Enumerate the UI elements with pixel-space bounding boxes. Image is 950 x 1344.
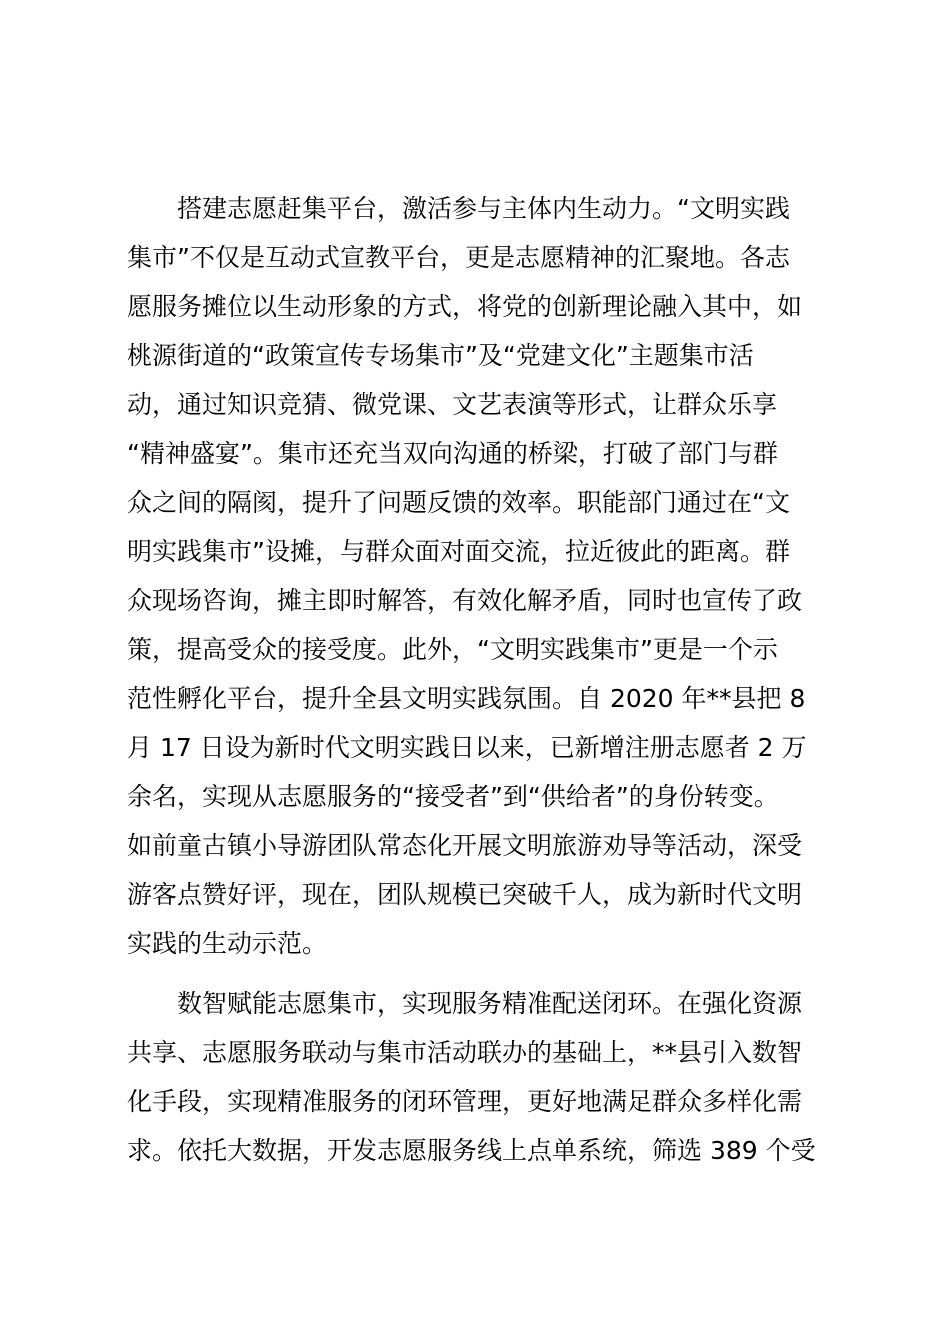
paragraph-line: 桃源街道的“政策宣传专场集市”及“党建文化”主题集市活 bbox=[127, 341, 754, 370]
paragraph-line: 游客点赞好评，现在，团队规模已突破千人，成为新时代文明 bbox=[127, 880, 803, 909]
paragraph-line: 实践的生动示范。 bbox=[127, 929, 328, 958]
paragraph-line: 动，通过知识竞猜、微党课、文艺表演等形式，让群众乐享 bbox=[127, 390, 778, 419]
paragraph-line: “精神盛宴”。集市还充当双向沟通的桥梁，打破了部门与群 bbox=[127, 439, 778, 468]
paragraph-line: 化手段，实现精准服务的闭环管理，更好地满足群众多样化需 bbox=[127, 1087, 803, 1116]
paragraph-line: 众现场咨询，摊主即时解答，有效化解矛盾，同时也宣传了政 bbox=[127, 586, 803, 615]
paragraph-line: 如前童古镇小导游团队常态化开展文明旅游劝导等活动，深受 bbox=[127, 831, 803, 860]
paragraph-line: 余名，实现从志愿服务的“接受者”到“供给者”的身份转变。 bbox=[127, 782, 779, 811]
paragraph-line: 集市”不仅是互动式宣教平台，更是志愿精神的汇聚地。各志 bbox=[127, 243, 790, 272]
paragraph-gap bbox=[127, 968, 835, 979]
paragraph-line: 求。依托大数据，开发志愿服务线上点单系统，筛选 389 个受 bbox=[127, 1136, 816, 1165]
paragraph-line: 数智赋能志愿集市，实现服务精准配送闭环。在强化资源 bbox=[127, 989, 803, 1018]
paragraph-line: 策，提高受众的接受度。此外，“文明实践集市”更是一个示 bbox=[127, 635, 778, 664]
paragraph-line: 众之间的隔阂，提升了问题反馈的效率。职能部门通过在“文 bbox=[127, 488, 790, 517]
paragraph-line: 明实践集市”设摊，与群众面对面交流，拉近彼此的距离。群 bbox=[127, 537, 790, 566]
paragraph-line: 月 17 日设为新时代文明实践日以来，已新增注册志愿者 2 万 bbox=[127, 733, 807, 762]
paragraph-line: 愿服务摊位以生动形象的方式，将党的创新理论融入其中，如 bbox=[127, 292, 803, 321]
paragraph-line: 搭建志愿赶集平台，激活参与主体内生动力。“文明实践 bbox=[127, 194, 790, 223]
paragraph-1 bbox=[127, 184, 835, 1175]
paragraph-line: 共享、志愿服务联动与集市活动联办的基础上，**县引入数智 bbox=[127, 1038, 803, 1067]
paragraph-line: 范性孵化平台，提升全县文明实践氛围。自 2020 年**县把 8 bbox=[127, 684, 806, 713]
